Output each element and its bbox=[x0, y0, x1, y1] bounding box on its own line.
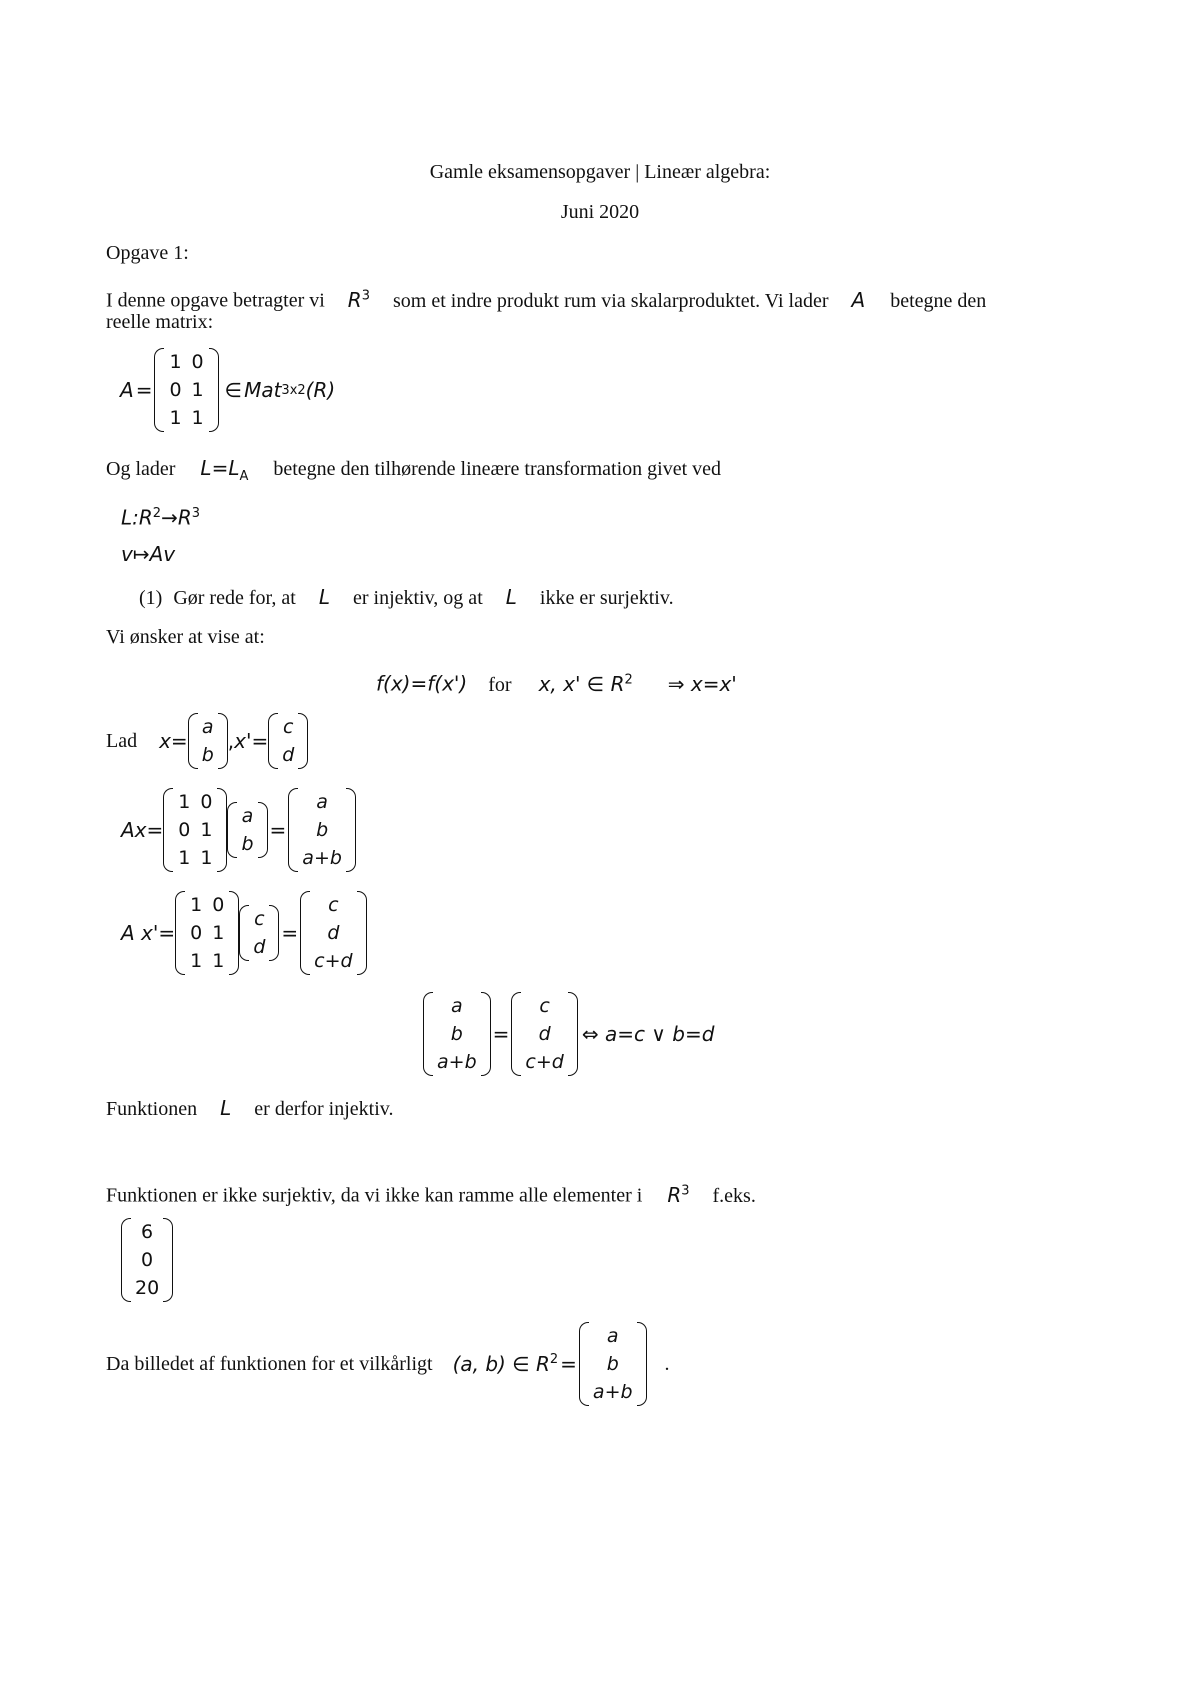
matrix-entry: 1 bbox=[191, 407, 204, 429]
axp-equation: A x'= 1 0 0 1 1 1 c d = c d c+d bbox=[121, 891, 367, 975]
matrix-entry: 1 bbox=[169, 351, 182, 373]
matrix-row bbox=[185, 919, 229, 947]
example-vector bbox=[121, 1218, 173, 1302]
matrix-entry: d bbox=[538, 1023, 551, 1045]
matrix-entry: c+d bbox=[525, 1051, 564, 1073]
ax-result bbox=[288, 788, 356, 872]
image-statement: Da billedet af funktionen for et vilkårligt (a, b) ∈ R $^2$ = a b a+b . bbox=[106, 1322, 670, 1406]
matrix-entry: d bbox=[253, 936, 266, 958]
matrix-entry: c bbox=[539, 995, 550, 1017]
matrix-entry: 0 bbox=[190, 922, 203, 944]
map-definition: $L:R^2\to R^3$ bbox=[121, 505, 200, 530]
document-date: Juni 2020 bbox=[560, 201, 640, 223]
matrix-entry: b bbox=[450, 1023, 463, 1045]
matrix-entry: b bbox=[201, 744, 214, 766]
equality-right bbox=[511, 992, 577, 1076]
ax-matrix bbox=[163, 788, 227, 872]
surjective-statement: Funktionen er ikke surjektiv, da vi ikke kan ramme alle elementer i $R^3$ f.eks. bbox=[106, 1182, 756, 1207]
matrix-row bbox=[310, 947, 356, 975]
matrix-row bbox=[521, 992, 567, 1020]
matrix-row bbox=[433, 992, 481, 1020]
matrix-entry: b bbox=[316, 819, 329, 841]
matrix-entry: d bbox=[282, 744, 295, 766]
matrix-entry: a bbox=[241, 805, 254, 827]
matrix-entry: c bbox=[283, 716, 294, 738]
matrix-entry: 1 bbox=[212, 922, 225, 944]
matrix-row bbox=[164, 376, 208, 404]
matrix-entry: 0 bbox=[191, 351, 204, 373]
matrix-entry: a bbox=[450, 995, 463, 1017]
matrix-row bbox=[310, 891, 356, 919]
matrix-row bbox=[589, 1350, 637, 1378]
matrix-entry: c bbox=[328, 894, 339, 916]
matrix-row bbox=[310, 919, 356, 947]
matrix-entry: a bbox=[201, 716, 214, 738]
axp-result bbox=[300, 891, 366, 975]
matrix-entry: 1 bbox=[169, 407, 182, 429]
matrix-row bbox=[237, 802, 257, 830]
intro-line-1 bbox=[106, 284, 986, 313]
axp-matrix bbox=[175, 891, 239, 975]
matrix-entry: 0 bbox=[178, 819, 191, 841]
matrix-row bbox=[131, 1218, 163, 1246]
matrix-entry: 0 bbox=[169, 379, 182, 401]
matrix-entry: 20 bbox=[135, 1277, 160, 1299]
matrix-entry: c bbox=[254, 908, 265, 930]
lad-definition: Lad x= a b , x'= c d bbox=[106, 713, 308, 769]
equality-equation: a b a+b = c d c+d ⇔ a=c ∨ b=d bbox=[423, 992, 714, 1076]
matrix-row bbox=[278, 713, 298, 741]
ax-vector bbox=[227, 802, 267, 858]
matrix-a-definition: A = 1 0 0 1 1 1 ∈ Mat 3x2 (R) bbox=[120, 348, 335, 432]
question-1: (1) Gør rede for, at L er injektiv, og at L ikke er surjektiv. bbox=[139, 585, 674, 609]
axp-vector bbox=[239, 905, 279, 961]
matrix-row bbox=[589, 1378, 637, 1406]
question-number: (1) bbox=[139, 587, 163, 609]
matrix-entry: a bbox=[606, 1325, 619, 1347]
intro-line-2: reelle matrix: bbox=[106, 311, 214, 333]
matrix-row bbox=[185, 947, 229, 975]
matrix-row bbox=[164, 348, 208, 376]
matrix-row bbox=[278, 741, 298, 769]
matrix-row bbox=[237, 830, 257, 858]
matrix-entry: a bbox=[316, 791, 328, 813]
matrix-row bbox=[433, 1020, 481, 1048]
implication: f(x)=f(x') for x, x' ∈ $R^2$ ⇒ x=x' bbox=[376, 671, 737, 696]
wish-text: Vi ønsker at vise at: bbox=[106, 626, 265, 648]
space-symbol: $R^3$ bbox=[347, 287, 370, 312]
matrix-entry: 0 bbox=[141, 1249, 154, 1271]
matrix-a bbox=[154, 348, 218, 432]
matrix-row bbox=[173, 816, 217, 844]
matrix-entry: a+b bbox=[592, 1381, 633, 1403]
equality-left bbox=[423, 992, 491, 1076]
matrix-row bbox=[131, 1274, 163, 1302]
matrix-entry: 1 bbox=[178, 791, 191, 813]
intro-text-1: I denne opgave betragter vi bbox=[106, 289, 325, 312]
matrix-row bbox=[198, 713, 218, 741]
matrix-entry: 0 bbox=[212, 894, 225, 916]
image-vector bbox=[579, 1322, 647, 1406]
matrix-row bbox=[249, 933, 269, 961]
document-title: Gamle eksamensopgaver | Lineær algebra: bbox=[429, 161, 771, 183]
matrix-row bbox=[298, 816, 346, 844]
matrix-entry: 1 bbox=[190, 894, 203, 916]
matrix-row bbox=[198, 741, 218, 769]
matrix-entry: d bbox=[327, 922, 340, 944]
matrix-row bbox=[433, 1048, 481, 1076]
vector-x-prime bbox=[268, 713, 308, 769]
transform-line: Og lader $L=L_A$ betegne den tilhørende lineære transformation givet ved bbox=[106, 456, 722, 484]
matrix-entry: a+b bbox=[302, 847, 342, 869]
matrix-row bbox=[521, 1048, 567, 1076]
matrix-row bbox=[131, 1246, 163, 1274]
vector-x bbox=[188, 713, 228, 769]
matrix-row bbox=[173, 788, 217, 816]
intro-text-3: betegne den bbox=[890, 289, 987, 312]
matrix-entry: 0 bbox=[200, 791, 213, 813]
matrix-entry: 1 bbox=[190, 950, 203, 972]
matrix-row bbox=[164, 404, 208, 432]
matrix-entry: 1 bbox=[200, 819, 213, 841]
matrix-entry: b bbox=[606, 1353, 619, 1375]
matrix-entry: 1 bbox=[200, 847, 213, 869]
matrix-entry: b bbox=[241, 833, 254, 855]
matrix-row bbox=[298, 844, 346, 872]
matrix-row bbox=[521, 1020, 567, 1048]
matrix-row bbox=[298, 788, 346, 816]
matrix-variable: A bbox=[851, 287, 866, 312]
map-rule: v↦Av bbox=[121, 542, 176, 566]
ax-equation: Ax= 1 0 0 1 1 1 a b = a b a+b bbox=[121, 788, 356, 872]
matrix-row bbox=[173, 844, 217, 872]
matrix-row bbox=[185, 891, 229, 919]
transform-equation: $L=L_A$ bbox=[200, 456, 249, 484]
matrix-entry: 1 bbox=[191, 379, 204, 401]
injective-conclusion: Funktionen L er derfor injektiv. bbox=[106, 1096, 394, 1120]
matrix-row bbox=[249, 905, 269, 933]
intro-text-2: som et indre produkt rum via skalarproduktet. Vi lader bbox=[392, 289, 829, 312]
task-heading: Opgave 1: bbox=[106, 242, 189, 264]
matrix-entry: 6 bbox=[141, 1221, 154, 1243]
matrix-entry: 1 bbox=[212, 950, 225, 972]
matrix-entry: c+d bbox=[314, 950, 353, 972]
matrix-entry: 1 bbox=[178, 847, 191, 869]
matrix-entry: a+b bbox=[437, 1051, 477, 1073]
matrix-row bbox=[589, 1322, 637, 1350]
